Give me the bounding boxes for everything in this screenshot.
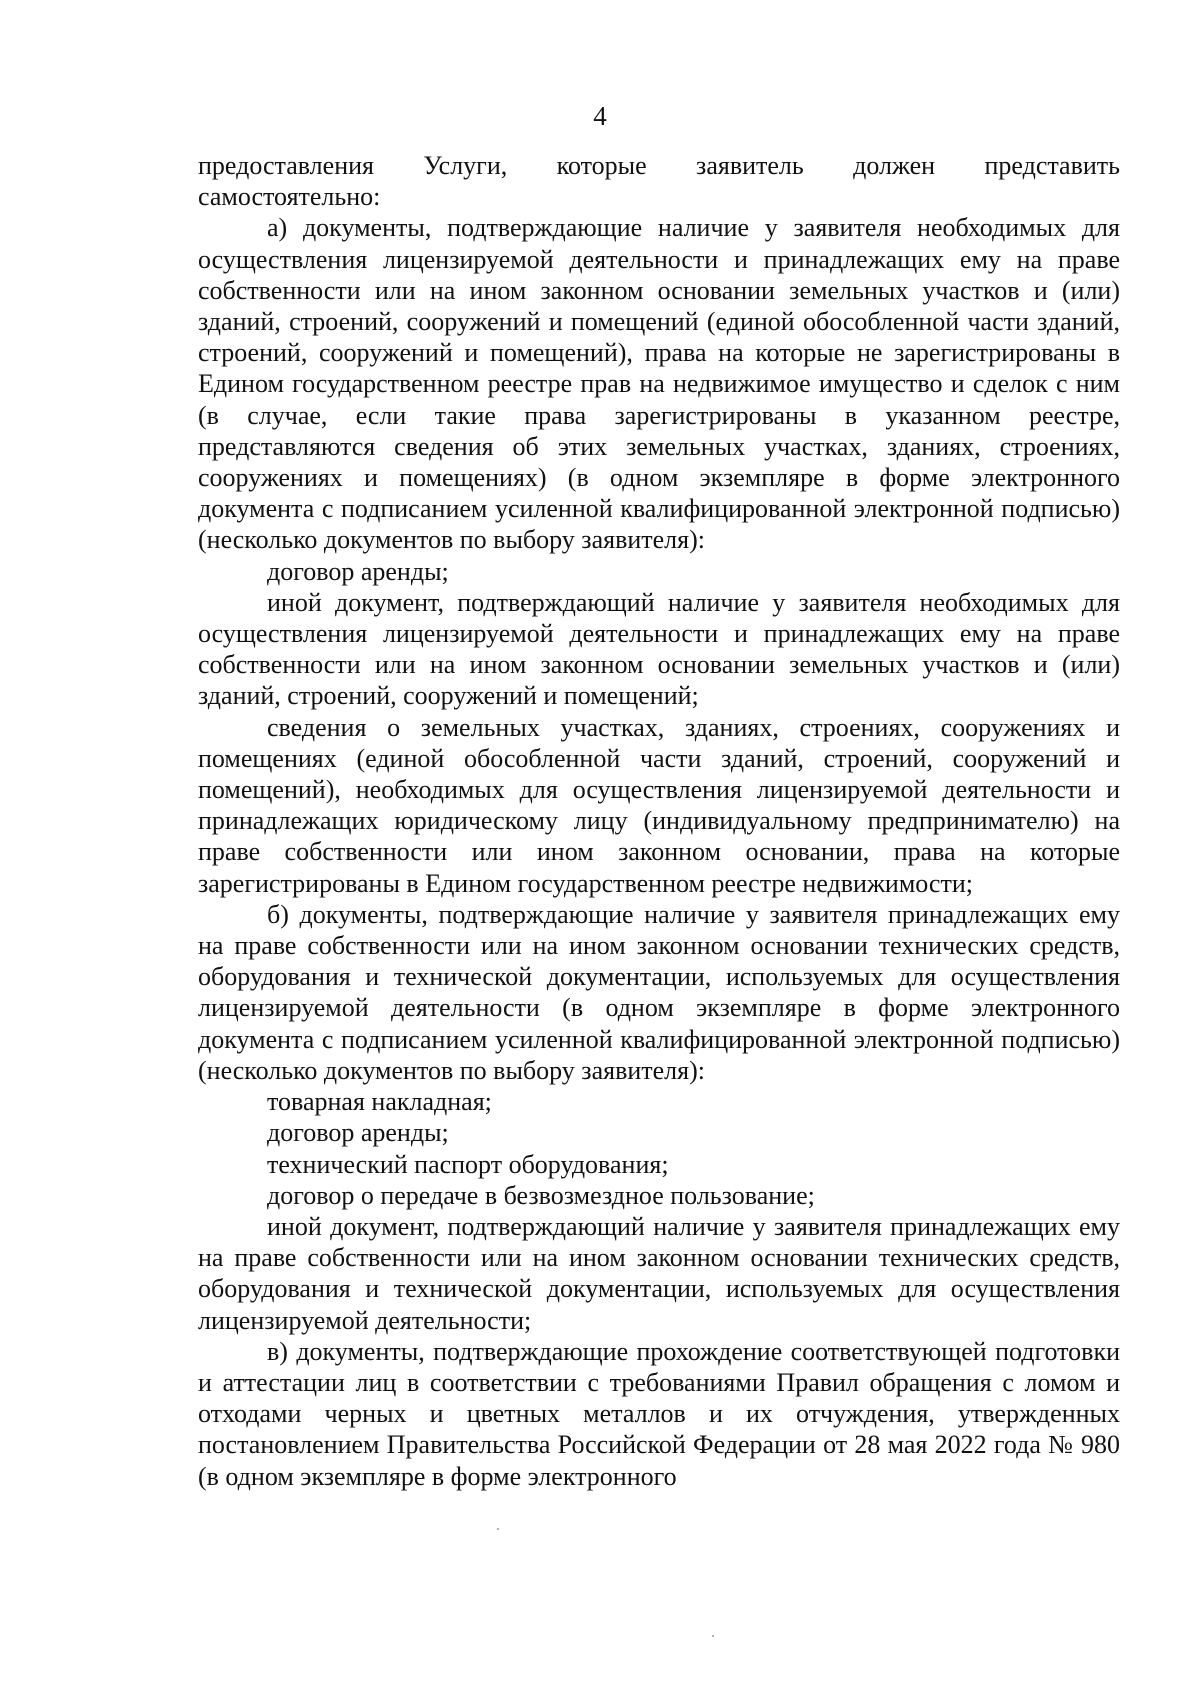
scan-speck <box>497 1528 499 1530</box>
paragraph-item-a: а) документы, подтверждающие наличие у заявителя необходимых для осуществления лицензируемой деятельности и принадлежащих ему на праве собственности или на ином законном основании земельных участков и (или) зданий, строений, сооружений и помещений (единой обособленной части зданий, строений, сооружений и помещений), права на которые не зарегистрированы в Едином государственном реестре прав на недвижимое имущество и сделок с ним (в случае, если такие права зарегистрированы в указанном реестре, представляются сведения об этих земельных участках, зданиях, строениях, сооружениях и помещениях) (в одном экземпляре в форме электронного документа с подписанием усиленной квалифицированной электронной подписью) (несколько документов по выбору заявителя): <box>198 213 1120 555</box>
paragraph-item-b-invoice: товарная накладная; <box>267 1087 492 1117</box>
paragraph-item-c: в) документы, подтверждающие прохождение соответствующей подготовки и аттестации лиц в соответствии с требованиями Правил обращения с ломом и отходами черных и цветных металлов и их отчуждения, утвержденных постановлением Правительства Российской Федерации от 28 мая 2022 года № 980 (в одном экземпляре в форме электронного <box>198 1336 1120 1491</box>
paragraph-item-a-lease: договор аренды; <box>267 556 449 586</box>
scan-speck <box>712 1635 714 1637</box>
paragraph-item-b-free-use: договор о передаче в безвозмездное пользование; <box>267 1180 815 1210</box>
paragraph-item-a-info: сведения о земельных участках, зданиях, строениях, сооружениях и помещениях (единой обособленной части зданий, строений, сооружений и помещений), необходимых для осуществления лицензируемой деятельности и принадлежащих юридическому лицу (индивидуальному предпринимателю) на праве собственности или ином законном основании, права на которые зарегистрированы в Едином государственном реестре недвижимости; <box>198 712 1120 898</box>
document-body <box>198 150 1120 1492</box>
paragraph-item-b-other: иной документ, подтверждающий наличие у заявителя принадлежащих ему на праве собственности или на ином законном основании технических средств, оборудования и технической документации, используемых для осуществления лицензируемой деятельности; <box>198 1211 1120 1335</box>
paragraph-item-b-passport: технический паспорт оборудования; <box>267 1149 669 1179</box>
page-number: 4 <box>593 101 607 131</box>
paragraph-item-b-lease: договор аренды; <box>267 1118 449 1148</box>
paragraph-item-b: б) документы, подтверждающие наличие у заявителя принадлежащих ему на праве собственности или на ином законном основании технических средств, оборудования и технической документации, используемых для осуществления лицензируемой деятельности (в одном экземпляре в форме электронного документа с подписанием усиленной квалифицированной электронной подписью) (несколько документов по выбору заявителя): <box>198 899 1120 1085</box>
paragraph-intro <box>198 150 1120 212</box>
intro-line-2: самостоятельно: <box>198 182 381 212</box>
intro-line-1: предоставления Услуги, которые заявитель должен представить <box>198 151 1120 180</box>
paragraph-item-a-other: иной документ, подтверждающий наличие у заявителя необходимых для осуществления лицензируемой деятельности и принадлежащих ему на праве собственности или на ином законном основании земельных участков и (или) зданий, строений, сооружений и помещений; <box>198 587 1120 711</box>
